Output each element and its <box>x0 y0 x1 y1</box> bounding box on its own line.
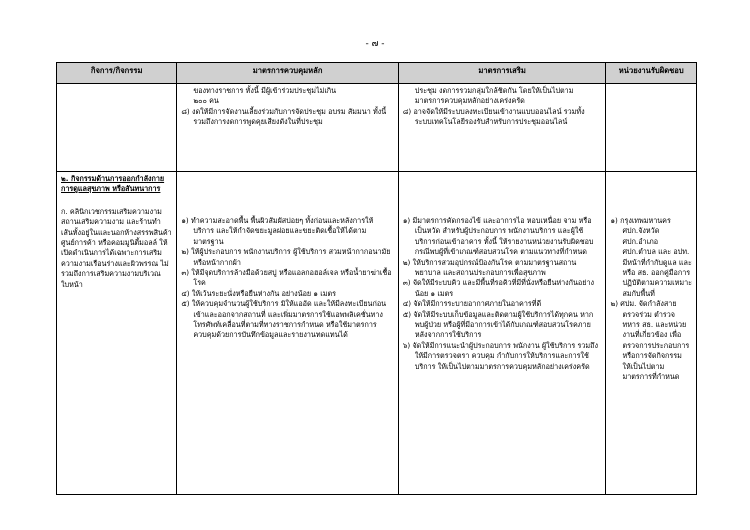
extra-item: ๑) มีมาตรการคัดกรองไข้ และอาการไอ หอบเหนื่อย จาม หรือเป็นหวัด สำหรับผู้ประกอบการ พนักงานบริการ และผู้ใช้บริการก่อนเข้าอาคาร ทั้งนี้ ให้รายงานหน่วยงานรับผิดชอบ กรณีพบผู้ที่เข้าเกณฑ์สอบสวนโรค ตามแนวทางที่กำหนด <box>402 216 594 257</box>
extra-item: ๔) จัดให้มีการระบายอากาศภายในอาคารที่ดี <box>402 299 542 309</box>
main-line: ๒๐๐ คน <box>193 96 219 106</box>
main-item: ๓) ให้มีจุดบริการล้างมือด้วยสบู่ หรือแอลกอฮอล์เจล หรือน้ำยาฆ่าเชื้อโรค <box>181 268 392 288</box>
section-title: ๒. กิจกรรมด้านการออกกำลังกาย การดูแลสุขภาพ หรือสันทนาการ <box>61 174 165 194</box>
extra-line: มาตรการควบคุมหลักอย่างเคร่งครัด <box>414 96 525 106</box>
responsible-cell <box>606 84 697 172</box>
responsible-item: ๒) ศปม. จัดกำลังสายตรวจร่วม ตำรวจ ทหาร สธ. และหน่วยงานที่เกี่ยวข้อง เพื่อตรวจการประกอบการหรือการจัดกิจกรรม ให้เป็นไปตามมาตรการที่กำหนด <box>610 299 690 382</box>
header-activity: กิจการ/กิจกรรม <box>57 63 177 84</box>
table-row <box>57 172 697 495</box>
main-line: ของทางราชการ ทั้งนี้ มีผู้เข้าร่วมประชุมไม่เกิน <box>193 86 337 95</box>
responsible-item: ๑) กรุงเทพมหานคร ศปก.จังหวัด ศปก.อำเภอ ศปก.ตำบล และ อปท. มีหน้าที่กำกับดูแล และหรือ สธ. ออกคู่มือการปฏิบัติตามความเหมาะสมกับพื้นที่ <box>610 216 692 298</box>
extra-measures-cell <box>398 172 606 495</box>
main-item: ๘) งดให้มีการจัดงานเลี้ยงร่วมกับการจัดประชุม อบรม สัมมนา ทั้งนี้ รวมถึงการงดการพูดคุยเสียงดังในที่ประชุม <box>181 106 387 127</box>
measures-table <box>56 62 697 495</box>
extra-item: ๘) อาจจัดให้มีระบบลงทะเบียนเข้างานแบบออนไลน์ รวมทั้งระบบเทคโนโลยีรองรับสำหรับการประชุมออนไลน์ <box>402 106 585 127</box>
header-responsible: หน่วยงานรับผิดชอบ <box>606 63 697 84</box>
table-header-row <box>57 63 697 84</box>
main-item: ๔) ให้เว้นระยะนั่งหรือยืนห่างกัน อย่างน้อย ๑ เมตร <box>181 288 336 298</box>
subsection-text: ก. คลินิกเวชกรรมเสริมความงาม สถานเสริมความงาม และร้านทำเส้นทั้งอยู่ในและนอกห้างสรรพสินค้า ศูนย์การค้า หรือคอมมูนิตี้มอลล์ ให้เปิดดำเนินการได้เฉพาะการเสริมความงามเรือนร่างและผิวพรรณ ไม่รวมถึงการเสริมความงามบริเวณใบหน้า <box>61 206 172 289</box>
main-item: ๒) ให้ผู้ประกอบการ พนักงานบริการ ผู้ใช้บริการ สวมหน้ากากอนามัย หรือหน้ากากผ้า <box>181 247 391 267</box>
activity-cell <box>57 172 177 495</box>
extra-item: ๓) จัดให้มีระบบคิว และมีพื้นที่รอคิวที่มีที่นั่งหรือยืนห่างกันอย่างน้อย ๑ เมตร <box>402 278 594 298</box>
header-main-measures: มาตรการควบคุมหลัก <box>177 63 398 84</box>
responsible-cell <box>606 172 697 495</box>
page-number: - ๗ - <box>365 39 385 49</box>
extra-item: ๒) ให้บริการสวมอุปกรณ์ป้องกันโรค ตามมาตรฐานสถานพยาบาล และสถานประกอบการเพื่อสุขภาพ <box>402 257 577 278</box>
header-extra-measures: มาตรการเสริม <box>398 63 606 84</box>
main-measures-cell <box>177 172 398 495</box>
table-row <box>57 84 697 172</box>
extra-measures-cell <box>398 84 606 172</box>
extra-item: ๖) จัดให้มีการแนะนำผู้ประกอบการ พนักงาน ผู้ใช้บริการ รวมถึงให้มีการตรวจตรา ควบคุม กำกับการให้บริการและการใช้บริการ ให้เป็นไปตามมาตรการควบคุมหลักอย่างเคร่งครัด <box>402 340 598 371</box>
main-item: ๕) ให้ควบคุมจำนวนผู้ใช้บริการ มิให้แออัด และให้มีลงทะเบียนก่อนเข้าและออกจากสถานที่ และเพิ่มมาตรการใช้แอพพลิเคชั่นทางโทรศัพท์เคลื่อนที่ตามที่ทางราชการกำหนด หรือใช้มาตรการควบคุมด้วยการบันทึกข้อมูลและรายงานทดแทนได้ <box>181 299 387 340</box>
extra-item: ๕) จัดให้มีระบบเก็บข้อมูลและติดตามผู้ใช้บริการได้ทุกคน หากพบผู้ป่วย หรือผู้ที่มีอาการเข้าได้กับเกณฑ์สอบสวนโรคภายหลังจากการใช้บริการ <box>402 309 594 340</box>
activity-cell <box>57 84 177 172</box>
extra-line: ประชุม งดการรวมกลุ่มใกล้ชิดกัน โดยให้เป็นไปตาม <box>414 86 574 95</box>
main-item: ๑) ทำความสะอาดพื้น พื้นผิวสัมผัสบ่อยๆ ทั้งก่อนและหลังการให้บริการ และให้กำจัดขยะมูลฝอยและขยะติดเชื้อให้ได้ตามมาตรฐาน <box>181 216 374 246</box>
main-measures-cell <box>177 84 398 172</box>
